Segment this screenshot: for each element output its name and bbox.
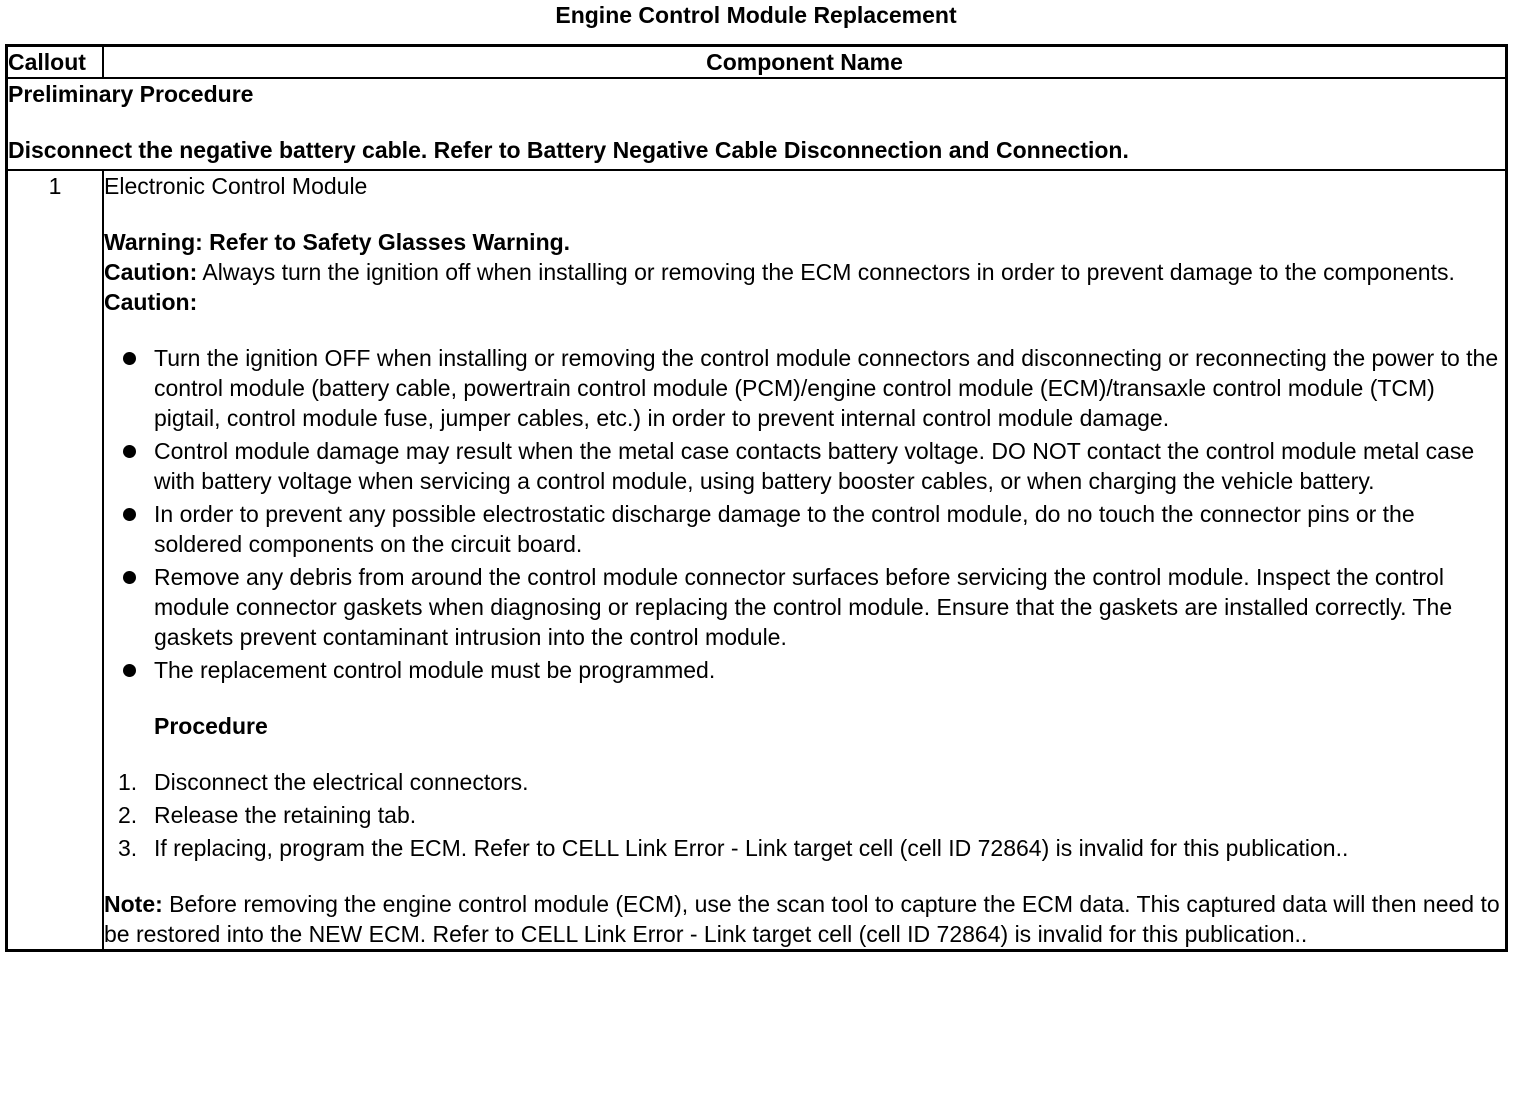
bullet-dot-icon — [123, 571, 136, 584]
preliminary-text: Disconnect the negative battery cable. Refer to Battery Negative Cable Disconnection and Connection. — [8, 137, 1129, 163]
procedure-table — [5, 44, 1508, 952]
step-text: If replacing, program the ECM. Refer to CELL Link Error - Link target cell (cell ID 72864) is invalid for this publication.. — [154, 835, 1349, 861]
note-text: Before removing the engine control module (ECM), use the scan tool to capture the ECM data. This captured data will then need to be restored into the NEW ECM. Refer to CELL Link Error - Link target cell (cell ID 72864) is invalid for this publication.. — [104, 891, 1500, 947]
list-item-text: The replacement control module must be programmed. — [154, 657, 716, 683]
callout-header: Callout — [7, 46, 104, 79]
step-text: Release the retaining tab. — [154, 802, 417, 828]
list-item-text: In order to prevent any possible electrostatic discharge damage to the control module, do no touch the connector pins or the soldered components on the circuit board. — [154, 501, 1415, 557]
list-item — [104, 343, 1505, 433]
list-item — [104, 562, 1505, 652]
step-item — [104, 767, 1505, 797]
component-content — [103, 170, 1507, 951]
procedure-heading: Procedure — [154, 713, 268, 739]
list-item — [104, 655, 1505, 685]
list-item — [104, 499, 1505, 559]
step-number: 1. — [118, 769, 138, 795]
preliminary-cell — [7, 78, 1507, 170]
list-item — [104, 436, 1505, 496]
list-item-text: Turn the ignition OFF when installing or removing the control module connectors and disconnecting or reconnecting the power to the control module (battery cable, powertrain control module (PCM)/engine control module (ECM)/transaxle control module (TCM) pigtail, control module fuse, jumper cables, etc.) in order to prevent internal control module damage. — [154, 345, 1499, 431]
warning-text: Warning: Refer to Safety Glasses Warning. — [104, 229, 571, 255]
callout-number: 1 — [7, 170, 104, 951]
note — [104, 889, 1505, 949]
list-item-text: Remove any debris from around the control module connector surfaces before servicing the control module. Inspect the control module connector gaskets when diagnosing or replacing the control module. Ensure that the gaskets are installed correctly. The gaskets prevent contaminant intrusion into the control module. — [154, 564, 1453, 650]
procedure-steps — [104, 767, 1505, 863]
component-name-header: Component Name — [103, 46, 1507, 79]
caution-1 — [104, 257, 1505, 287]
note-label: Note: — [104, 891, 163, 917]
list-item-text: Control module damage may result when the metal case contacts battery voltage. DO NOT contact the control module metal case with battery voltage when servicing a control module, using battery booster cables, or when charging the vehicle battery. — [154, 438, 1475, 494]
step-number: 3. — [118, 835, 138, 861]
caution-bullet-list — [104, 343, 1505, 685]
caution-1-label: Caution: — [104, 259, 198, 285]
preliminary-row — [7, 78, 1507, 170]
bullet-dot-icon — [123, 508, 136, 521]
bullet-dot-icon — [123, 445, 136, 458]
page-title: Engine Control Module Replacement — [555, 2, 957, 28]
table-row — [7, 170, 1507, 951]
bullet-dot-icon — [123, 352, 136, 365]
caution-2-label: Caution: — [104, 289, 198, 315]
step-number: 2. — [118, 802, 138, 828]
component-name: Electronic Control Module — [104, 173, 368, 199]
preliminary-heading: Preliminary Procedure — [8, 81, 254, 107]
step-item — [104, 800, 1505, 830]
step-text: Disconnect the electrical connectors. — [154, 769, 529, 795]
bullet-dot-icon — [123, 664, 136, 677]
caution-1-text: Always turn the ignition off when installing or removing the ECM connectors in order to prevent damage to the components. — [197, 259, 1455, 285]
step-item — [104, 833, 1505, 863]
table-header-row — [7, 46, 1507, 79]
